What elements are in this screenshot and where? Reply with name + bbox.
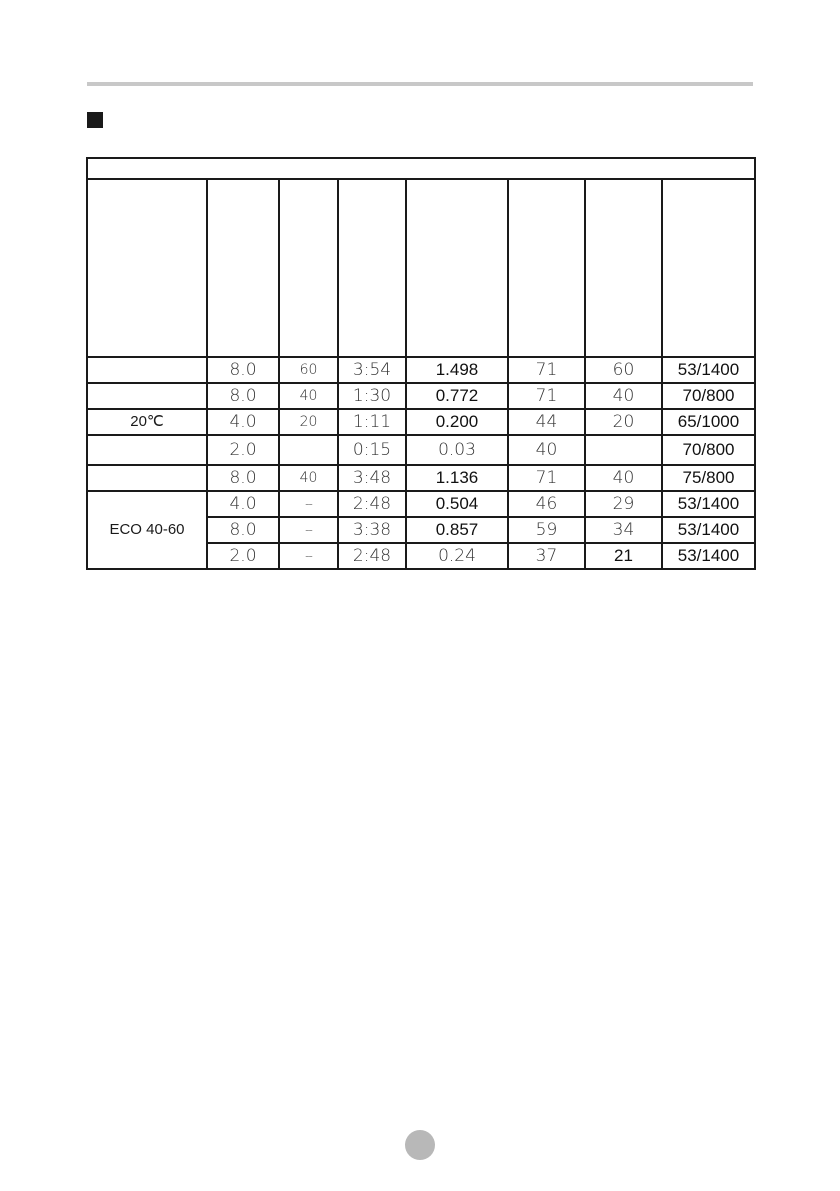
time-cell: 2:48 [338, 491, 406, 517]
eco-program-cell: ECO 40-60 [87, 491, 207, 569]
water-cell: 37 [508, 543, 585, 569]
temp-cell: -- [279, 517, 338, 543]
section-bullet-icon [87, 112, 103, 128]
max-temp-cell: 40 [585, 465, 662, 491]
max-temp-cell: 20 [585, 409, 662, 435]
load-cell: 8.0 [207, 383, 279, 409]
load-cell: 4.0 [207, 491, 279, 517]
header-temperature [279, 179, 338, 357]
header-duration [338, 179, 406, 357]
energy-cell: 1.136 [406, 465, 508, 491]
energy-cell: 0.857 [406, 517, 508, 543]
max-temp-cell: 34 [585, 517, 662, 543]
water-cell: 71 [508, 465, 585, 491]
water-cell: 71 [508, 357, 585, 383]
table-row [87, 491, 755, 517]
moisture-cell: 53/1400 [662, 357, 755, 383]
water-cell: 40 [508, 435, 585, 465]
time-cell: 0:15 [338, 435, 406, 465]
temp-cell: 40 [279, 465, 338, 491]
moisture-cell: 53/1400 [662, 491, 755, 517]
energy-cell: 0.03 [406, 435, 508, 465]
time-cell: 3:38 [338, 517, 406, 543]
energy-cell: 0.200 [406, 409, 508, 435]
program-cell [87, 357, 207, 383]
max-temp-cell: 29 [585, 491, 662, 517]
header-water [508, 179, 585, 357]
header-program [87, 179, 207, 357]
table-row [87, 383, 755, 409]
energy-cell: 0.504 [406, 491, 508, 517]
temp-cell [279, 435, 338, 465]
temp-cell: -- [279, 491, 338, 517]
table-caption-row [87, 158, 755, 179]
water-cell: 59 [508, 517, 585, 543]
temp-cell: 20 [279, 409, 338, 435]
moisture-cell: 70/800 [662, 435, 755, 465]
header-load [207, 179, 279, 357]
max-temp-cell: 21 [585, 543, 662, 569]
moisture-cell: 53/1400 [662, 517, 755, 543]
program-cell: 20℃ [87, 409, 207, 435]
time-cell: 3:48 [338, 465, 406, 491]
water-cell: 46 [508, 491, 585, 517]
energy-cell: 0.772 [406, 383, 508, 409]
program-data-table [86, 157, 754, 574]
header-remaining-moisture [662, 179, 755, 357]
max-temp-cell: 60 [585, 357, 662, 383]
max-temp-cell: 40 [585, 383, 662, 409]
table-row [87, 409, 755, 435]
energy-cell: 1.498 [406, 357, 508, 383]
max-temp-cell [585, 435, 662, 465]
table-row [87, 357, 755, 383]
time-cell: 1:11 [338, 409, 406, 435]
load-cell: 2.0 [207, 435, 279, 465]
water-cell: 44 [508, 409, 585, 435]
load-cell: 8.0 [207, 465, 279, 491]
time-cell: 2:48 [338, 543, 406, 569]
moisture-cell: 70/800 [662, 383, 755, 409]
table-row [87, 435, 755, 465]
page-number-badge [405, 1130, 435, 1160]
water-cell: 71 [508, 383, 585, 409]
moisture-cell: 65/1000 [662, 409, 755, 435]
time-cell: 1:30 [338, 383, 406, 409]
load-cell: 8.0 [207, 517, 279, 543]
table-caption [87, 158, 755, 179]
load-cell: 8.0 [207, 357, 279, 383]
load-cell: 2.0 [207, 543, 279, 569]
program-cell [87, 383, 207, 409]
temp-cell: 40 [279, 383, 338, 409]
table-row [87, 465, 755, 491]
program-cell [87, 435, 207, 465]
moisture-cell: 75/800 [662, 465, 755, 491]
header-energy [406, 179, 508, 357]
header-max-temp [585, 179, 662, 357]
temp-cell: 60 [279, 357, 338, 383]
energy-cell: 0.24 [406, 543, 508, 569]
table-header-row [87, 179, 755, 357]
load-cell: 4.0 [207, 409, 279, 435]
header-divider [87, 82, 753, 86]
program-cell [87, 465, 207, 491]
time-cell: 3:54 [338, 357, 406, 383]
moisture-cell: 53/1400 [662, 543, 755, 569]
temp-cell: -- [279, 543, 338, 569]
